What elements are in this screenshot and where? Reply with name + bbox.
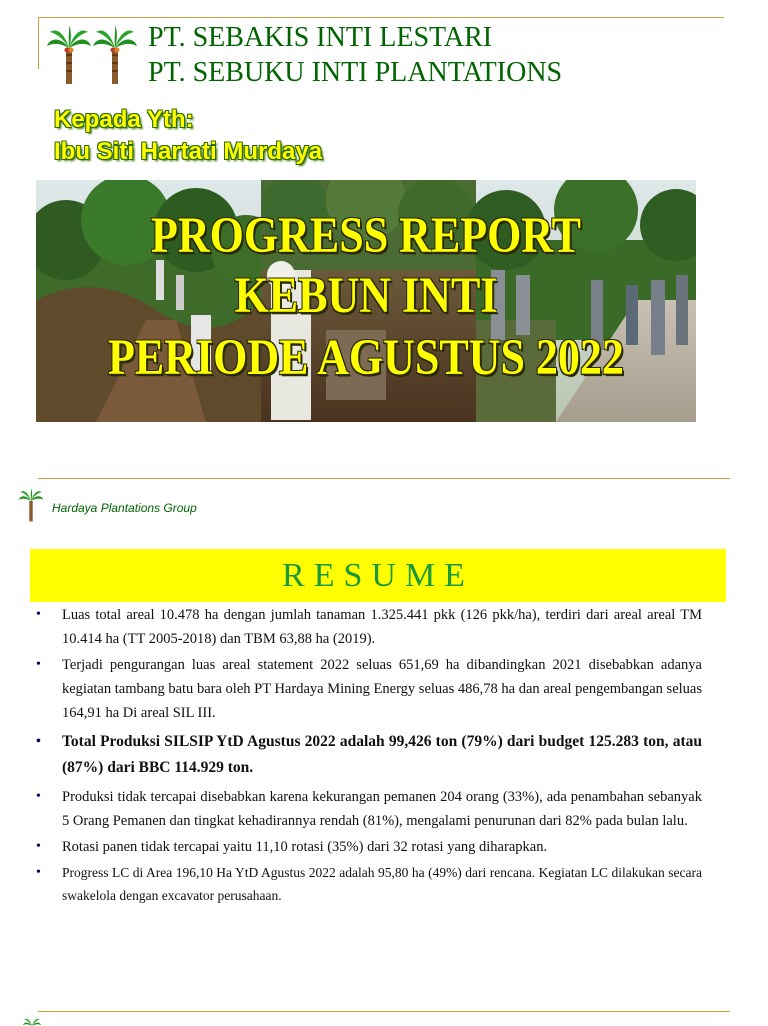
company-name-2: PT. SEBUKU INTI PLANTATIONS — [148, 57, 563, 88]
palm-tree-icon — [18, 485, 44, 525]
list-item: • Total Produksi SILSIP YtD Agustus 2022 adalah 99,426 ton (79%) dari budget 125.283 ton, atau (87%) dari BBC 114.929 ton. — [36, 729, 702, 781]
cover-slide — [0, 0, 768, 440]
recipient-name: Ibu Siti Hartati Murdaya — [54, 138, 323, 165]
company-name-1: PT. SEBAKIS INTI LESTARI — [148, 22, 493, 53]
palm-tree-icon — [22, 1016, 42, 1026]
palm-tree-icon — [46, 24, 92, 86]
list-item: • Rotasi panen tidak tercapai yaitu 11,10 rotasi (35%) dari 32 rotasi yang diharapkan. — [36, 835, 702, 859]
recipient-label: Kepada Yth: — [54, 106, 194, 133]
bullet-icon: • — [36, 839, 41, 854]
bullet-icon: • — [36, 789, 41, 804]
report-title-line1: PROGRESS REPORT — [151, 207, 581, 264]
report-title-line3: PERIODE AGUSTUS 2022 — [108, 329, 624, 386]
bottom-rule — [38, 1011, 730, 1012]
bullet-icon: • — [36, 865, 41, 880]
slide2-top-rule — [38, 478, 730, 479]
list-item: • Luas total areal 10.478 ha dengan jumlah tanaman 1.325.441 pkk (126 pkk/ha), terdiri dari areal areal TM 10.414 ha (TT 2005-2018) dan TBM 63,88 ha (2019). — [36, 603, 702, 651]
resume-title: RESUME — [282, 557, 474, 594]
bullet-icon: • — [36, 657, 41, 672]
palm-tree-icon — [92, 24, 138, 86]
group-name: Hardaya Plantations Group — [52, 501, 197, 515]
report-title-line2: KEBUN INTI — [234, 267, 498, 324]
bullet-icon: • — [36, 607, 41, 622]
resume-bullet-list — [36, 603, 702, 909]
cover-photo — [36, 180, 696, 422]
top-rule — [38, 17, 724, 18]
list-item: • Terjadi pengurangan luas areal statement 2022 seluas 651,69 ha dibandingkan 2021 disebabkan adanya kegiatan tambang batu bara oleh PT Hardaya Mining Energy seluas 486,78 ha dan areal pengembangan seluas 164,91 ha Di areal SIL III. — [36, 653, 702, 725]
list-item: • Progress LC di Area 196,10 Ha YtD Agustus 2022 adalah 95,80 ha (49%) dari rencana. Kegiatan LC dilakukan secara swakelola dengan excavator perusahaan. — [36, 861, 702, 907]
bullet-icon: • — [36, 734, 41, 749]
list-item: • Produksi tidak tercapai disebabkan karena kekurangan pemanen 204 orang (33%), ada penambahan sebanyak 5 Orang Pemanen dan tingkat kehadirannya rendah (81%), mengalami penurunan dari 82% pada bulan lalu. — [36, 785, 702, 833]
left-rule — [38, 17, 39, 69]
resume-banner — [30, 549, 726, 602]
